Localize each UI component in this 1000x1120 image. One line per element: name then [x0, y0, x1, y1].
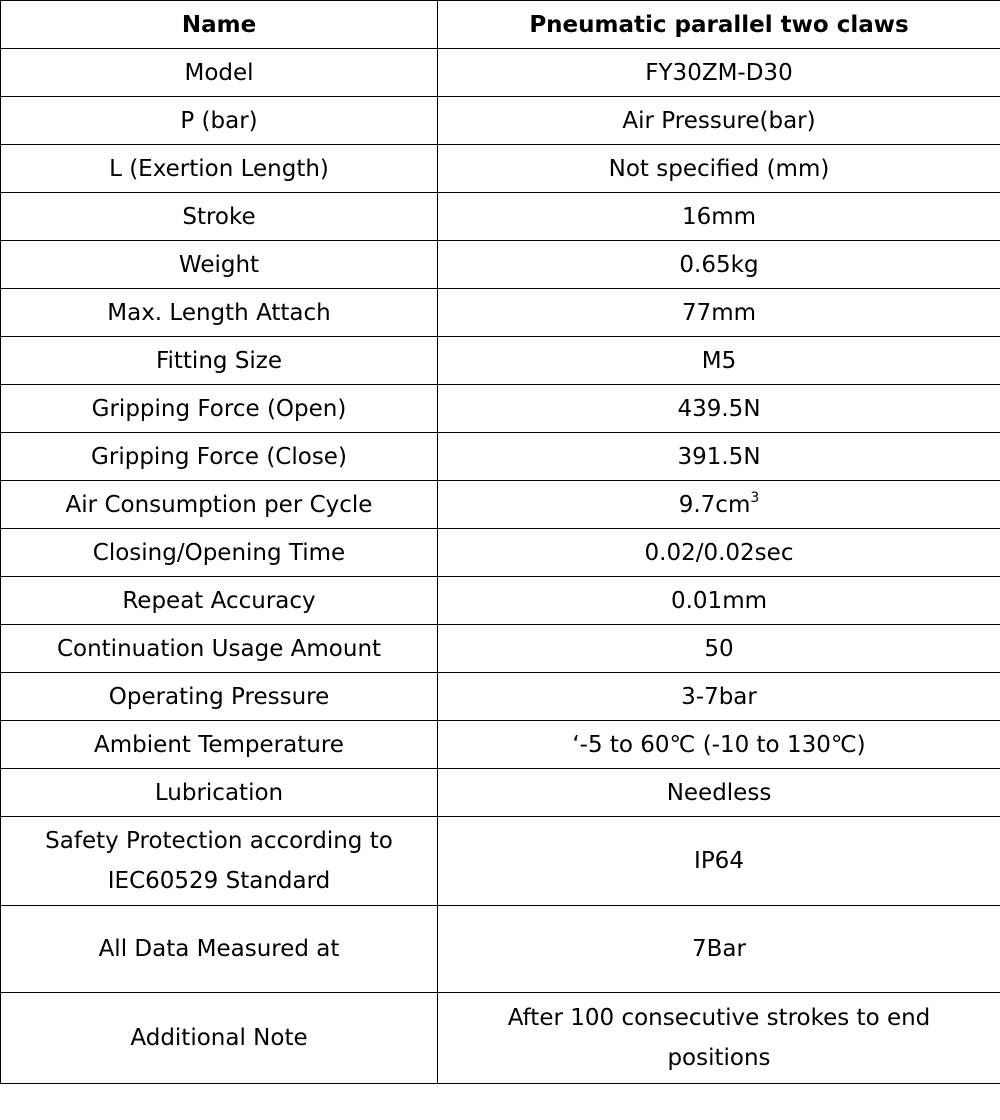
row-value [438, 481, 1000, 529]
row-value: FY30ZM-D30 [438, 49, 1000, 97]
row-value: 77mm [438, 289, 1000, 337]
row-label: Operating Pressure [1, 673, 438, 721]
table-row [1, 577, 1000, 625]
row-value: M5 [438, 337, 1000, 385]
row-value: ‘-5 to 60℃ (-10 to 130℃) [438, 721, 1000, 769]
table-row [1, 193, 1000, 241]
table-row [1, 481, 1000, 529]
row-label: Weight [1, 241, 438, 289]
row-label: Model [1, 49, 438, 97]
row-label: P (bar) [1, 97, 438, 145]
row-value: Needless [438, 769, 1000, 817]
row-value: Air Pressure(bar) [438, 97, 1000, 145]
table-row [1, 993, 1000, 1084]
table-row [1, 289, 1000, 337]
row-label: Fitting Size [1, 337, 438, 385]
air-consumption-value: 9.7cm [678, 491, 751, 518]
row-label: All Data Measured at [1, 906, 438, 993]
row-value [438, 993, 1000, 1084]
safety-label-line1: Safety Protection according to [45, 828, 393, 854]
table-row [1, 385, 1000, 433]
row-value: 50 [438, 625, 1000, 673]
table-row [1, 529, 1000, 577]
table-row [1, 337, 1000, 385]
note-line1: After 100 consecutive strokes to end [507, 1005, 931, 1031]
row-label: Ambient Temperature [1, 721, 438, 769]
safety-label-line2: IEC60529 Standard [107, 868, 331, 894]
row-value: 0.02/0.02sec [438, 529, 1000, 577]
row-label: Lubrication [1, 769, 438, 817]
table-row [1, 433, 1000, 481]
table-row [1, 241, 1000, 289]
row-value: 0.65kg [438, 241, 1000, 289]
row-value: 7Bar [438, 906, 1000, 993]
table-row [1, 906, 1000, 993]
row-label: Air Consumption per Cycle [1, 481, 438, 529]
row-label: Stroke [1, 193, 438, 241]
header-name: Name [1, 1, 438, 49]
row-value: 3-7bar [438, 673, 1000, 721]
row-label [1, 817, 438, 906]
row-value: Not specified (mm) [438, 145, 1000, 193]
row-value: 391.5N [438, 433, 1000, 481]
table-header-row [1, 1, 1000, 49]
header-value: Pneumatic parallel two claws [438, 1, 1000, 49]
row-value: IP64 [438, 817, 1000, 906]
cubic-superscript: 3 [750, 489, 760, 506]
row-value: 439.5N [438, 385, 1000, 433]
table-row [1, 817, 1000, 906]
note-line2: positions [667, 1045, 771, 1071]
table-row [1, 769, 1000, 817]
table-row [1, 97, 1000, 145]
row-label: Repeat Accuracy [1, 577, 438, 625]
row-label: Max. Length Attach [1, 289, 438, 337]
row-label: Gripping Force (Open) [1, 385, 438, 433]
row-label: Continuation Usage Amount [1, 625, 438, 673]
row-label: L (Exertion Length) [1, 145, 438, 193]
row-value: 0.01mm [438, 577, 1000, 625]
table-row [1, 721, 1000, 769]
row-value: 16mm [438, 193, 1000, 241]
row-label: Closing/Opening Time [1, 529, 438, 577]
table-row [1, 145, 1000, 193]
table-row [1, 625, 1000, 673]
table-row [1, 673, 1000, 721]
table-row [1, 49, 1000, 97]
row-label: Additional Note [1, 993, 438, 1084]
row-label: Gripping Force (Close) [1, 433, 438, 481]
